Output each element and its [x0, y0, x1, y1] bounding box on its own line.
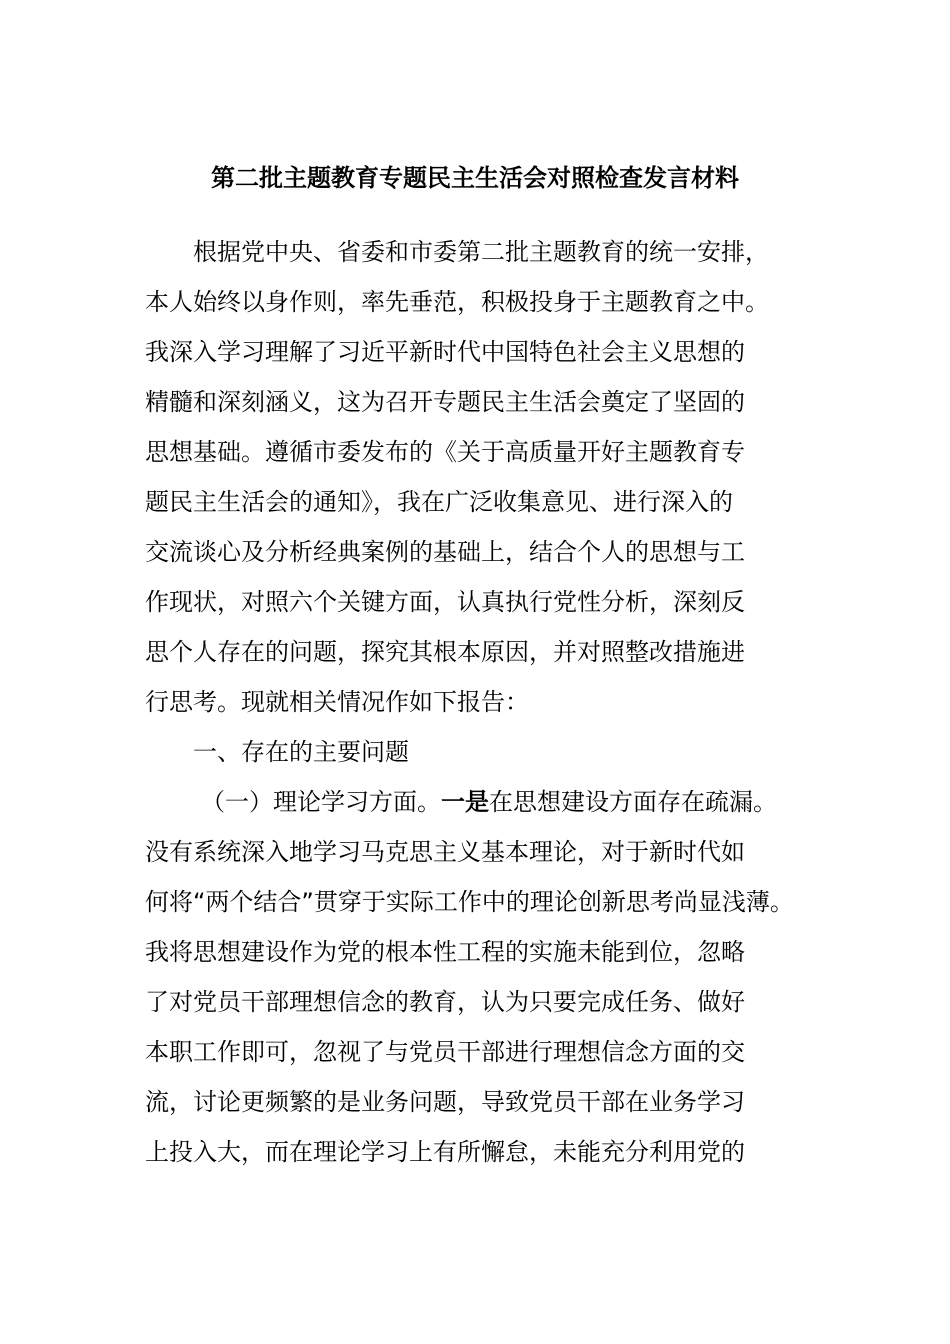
paragraph-line: 流，讨论更频繁的是业务问题，导致党员干部在业务学习 — [145, 1088, 745, 1116]
subsection-bold-marker: 一是 — [441, 788, 489, 816]
subsection-heading — [201, 782, 777, 822]
section-heading: 一、存在的主要问题 — [193, 738, 409, 766]
subsection-suffix: 在思想建设方面存在疏漏。 — [489, 788, 777, 816]
document-title: 第二批主题教育专题民主生活会对照检查发言材料 — [211, 164, 739, 192]
paragraph-line: 没有系统深入地学习马克思主义基本理论，对于新时代如 — [145, 838, 745, 866]
paragraph-line: 交流谈心及分析经典案例的基础上，结合个人的思想与工 — [145, 538, 745, 566]
paragraph-line: 本职工作即可，忽视了与党员干部进行理想信念方面的交 — [145, 1038, 745, 1066]
paragraph-line: 根据党中央、省委和市委第二批主题教育的统一安排， — [193, 238, 769, 266]
subsection-prefix: （一）理论学习方面。 — [201, 788, 441, 816]
paragraph-line: 上投入大，而在理论学习上有所懈怠，未能充分利用党的 — [145, 1138, 745, 1166]
paragraph-line: 作现状，对照六个关键方面，认真执行党性分析，深刻反 — [145, 588, 745, 616]
paragraph-line: 思个人存在的问题，探究其根本原因，并对照整改措施进 — [145, 638, 745, 666]
paragraph-line: 何将“两个结合”贯穿于实际工作中的理论创新思考尚显浅薄。 — [145, 888, 794, 916]
paragraph-line: 我将思想建设作为党的根本性工程的实施未能到位，忽略 — [145, 938, 745, 966]
paragraph-line: 思想基础。遵循市委发布的《关于高质量开好主题教育专 — [145, 438, 745, 466]
paragraph-line: 精髓和深刻涵义，这为召开专题民主生活会奠定了坚固的 — [145, 388, 745, 416]
paragraph-line: 题民主生活会的通知》，我在广泛收集意见、进行深入的 — [145, 488, 733, 516]
paragraph-line: 行思考。现就相关情况作如下报告： — [145, 688, 529, 716]
paragraph-line: 我深入学习理解了习近平新时代中国特色社会主义思想的 — [145, 338, 745, 366]
paragraph-line: 本人始终以身作则，率先垂范，积极投身于主题教育之中。 — [145, 288, 769, 316]
paragraph-line: 了对党员干部理想信念的教育，认为只要完成任务、做好 — [145, 988, 745, 1016]
